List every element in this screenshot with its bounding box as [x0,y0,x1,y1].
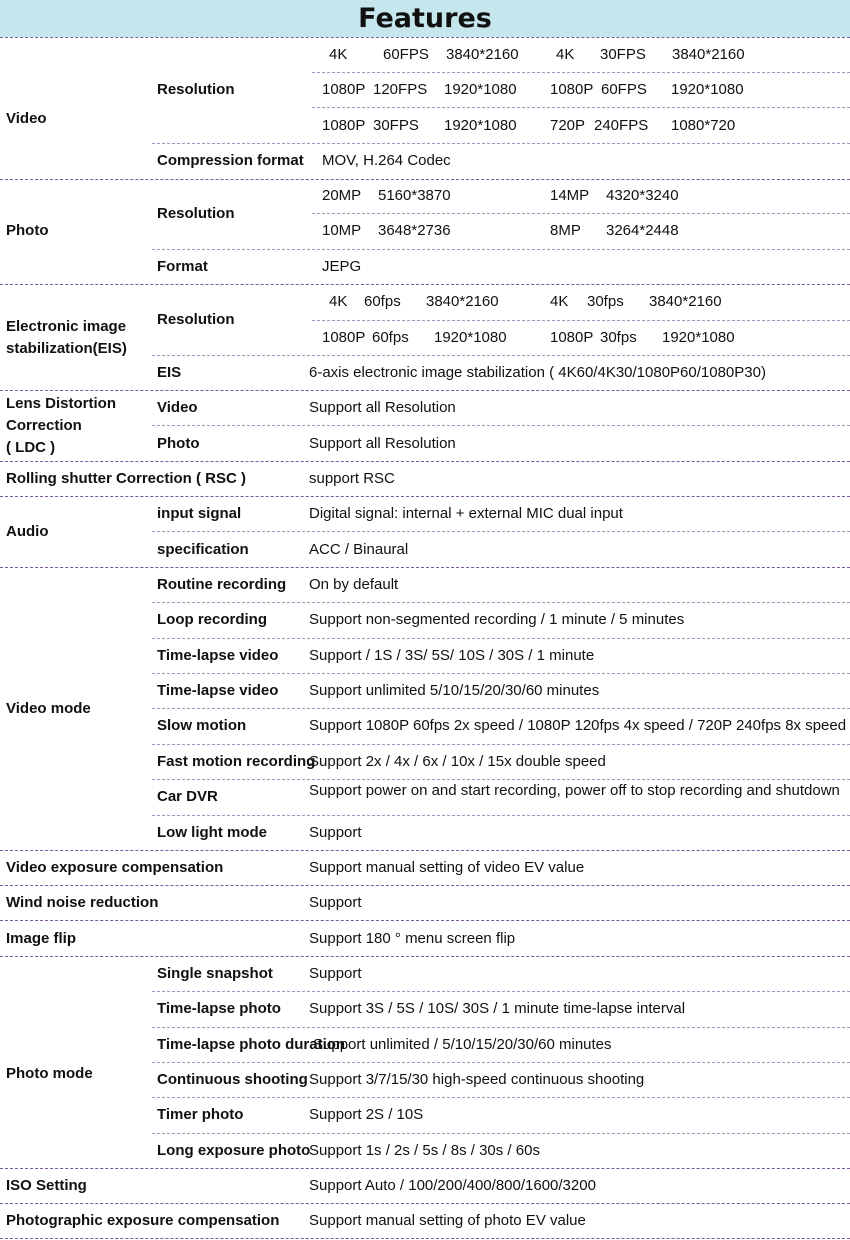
eis-res-cell: 1920*1080 [662,329,735,346]
page-title: Features [0,0,850,37]
photo-res-cell: 14MP [550,187,590,204]
video-res-cell: 30FPS [600,46,646,63]
photo-mode-item-value: Support unlimited / 5/10/15/20/30/60 minutes [313,1036,612,1053]
video-res-cell: 4K [556,46,575,63]
eis-res-cell: 4K [329,293,348,310]
sub-divider [152,602,850,603]
video-res-cell: 3840*2160 [672,46,745,63]
eis-res-cell: 3840*2160 [649,293,722,310]
sub-divider [152,1133,850,1134]
photo-mode-item-label: Time-lapse photo duration [157,1036,346,1053]
video-res-cell: 120FPS [373,81,428,98]
photo-mode-item-value: Support [309,965,362,982]
photo-res-cell: 10MP [322,222,362,239]
photo-res-cell: 8MP [550,222,581,239]
compression-format-label: Compression format [157,152,304,169]
photo-res-cell: 20MP [322,187,362,204]
photo-res-cell: 5160*3870 [378,187,451,204]
photo-res-cell: 3648*2736 [378,222,451,239]
eis-res-cell: 1080P [322,329,366,346]
photo-format-value: JEPG [322,258,362,275]
sub-divider [312,107,850,108]
video-mode-item-value: Support / 1S / 3S/ 5S/ 10S / 30S / 1 minute [309,647,595,664]
divider [0,37,850,38]
divider [0,920,850,921]
iso-value: Support Auto / 100/200/400/800/1600/3200 [309,1177,596,1194]
eis-resolution-label: Resolution [157,311,235,328]
category-ldc: Correction [6,417,82,434]
divider [0,885,850,886]
video-mode-item-value: Support unlimited 5/10/15/20/30/60 minutes [309,682,600,699]
category-ldc: Lens Distortion [6,395,117,412]
video-res-cell: 1920*1080 [444,81,517,98]
video-res-cell: 1080P [322,81,366,98]
video-res-cell: 3840*2160 [446,46,519,63]
audio-input-value: Digital signal: internal + external MIC dual input [309,505,623,522]
video-res-cell: 1080*720 [671,117,736,134]
video-res-cell: 720P [550,117,586,134]
sub-divider [152,991,850,992]
photo-mode-item-label: Timer photo [157,1106,244,1123]
category-eis: Electronic image [6,318,127,335]
category-video-exposure: Video exposure compensation [6,859,224,876]
audio-input-label: input signal [157,505,242,522]
video-mode-item-label: Car DVR [157,788,218,805]
wind-noise-value: Support [309,894,362,911]
video-mode-item-label: Routine recording [157,576,287,593]
eis-value: 6-axis electronic image stabilization ( 4K60/4K30/1080P60/1080P30) [309,364,766,381]
video-mode-item-value: Support power on and start recording, power off to stop recording and shutdown [309,782,840,799]
sub-divider [312,72,850,73]
divider [0,284,850,285]
photo-res-cell: 4320*3240 [606,187,679,204]
sub-divider [152,779,850,780]
sub-divider [312,213,850,214]
eis-label: EIS [157,364,182,381]
video-res-cell: 1080P [322,117,366,134]
video-mode-item-value: Support [309,824,362,841]
photo-mode-item-label: Single snapshot [157,965,273,982]
video-res-cell: 30FPS [373,117,419,134]
video-mode-item-label: Fast motion recording [157,753,316,770]
divider [0,496,850,497]
video-mode-item-label: Time-lapse video [157,682,279,699]
photo-mode-item-value: Support 1s / 2s / 5s / 8s / 30s / 60s [309,1142,540,1159]
video-res-cell: 60FPS [601,81,647,98]
eis-res-cell: 60fps [364,293,401,310]
sub-divider [152,249,850,250]
eis-res-cell: 4K [550,293,569,310]
eis-res-cell: 30fps [587,293,624,310]
ldc-video-value: Support all Resolution [309,399,456,416]
divider [0,1168,850,1169]
category-iso: ISO Setting [6,1177,87,1194]
video-mode-item-value: Support 1080P 60fps 2x speed / 1080P 120fps 4x speed / 720P 240fps 8x speed [309,717,847,734]
compression-format-value: MOV, H.264 Codec [322,152,451,169]
video-mode-item-label: Time-lapse video [157,647,279,664]
photo-mode-item-label: Time-lapse photo [157,1000,281,1017]
sub-divider [152,1062,850,1063]
video-exposure-value: Support manual setting of video EV value [309,859,585,876]
category-photo-exposure: Photographic exposure compensation [6,1212,280,1229]
sub-divider [152,1097,850,1098]
photo-mode-item-label: Long exposure photo [157,1142,311,1159]
video-mode-item-label: Slow motion [157,717,247,734]
audio-spec-value: ACC / Binaural [309,541,409,558]
divider [0,1238,850,1239]
sub-divider [152,425,850,426]
divider [0,390,850,391]
photo-mode-item-value: Support 2S / 10S [309,1106,424,1123]
video-mode-item-label: Low light mode [157,824,267,841]
category-video: Video [6,110,47,127]
sub-divider [152,708,850,709]
ldc-video-label: Video [157,399,198,416]
eis-res-cell: 1920*1080 [434,329,507,346]
category-rsc: Rolling shutter Correction ( RSC ) [6,470,246,487]
category-photo: Photo [6,222,49,239]
sub-divider [152,638,850,639]
photo-exposure-value: Support manual setting of photo EV value [309,1212,586,1229]
photo-res-cell: 3264*2448 [606,222,679,239]
photo-mode-item-value: Support 3/7/15/30 high-speed continuous shooting [309,1071,645,1088]
video-res-cell: 60FPS [383,46,429,63]
eis-res-cell: 60fps [372,329,409,346]
rsc-value: support RSC [309,470,395,487]
photo-resolution-label: Resolution [157,205,235,222]
category-wind-noise: Wind noise reduction [6,894,159,911]
sub-divider [152,1027,850,1028]
sub-divider [152,143,850,144]
divider [0,461,850,462]
category-image-flip: Image flip [6,930,77,947]
video-res-cell: 1080P [550,81,594,98]
video-res-cell: 1920*1080 [671,81,744,98]
audio-spec-label: specification [157,541,249,558]
divider [0,956,850,957]
divider [0,567,850,568]
sub-divider [152,531,850,532]
sub-divider [152,673,850,674]
video-mode-item-value: On by default [309,576,399,593]
category-ldc: ( LDC ) [6,439,56,456]
video-res-cell: 4K [329,46,348,63]
video-mode-item-label: Loop recording [157,611,267,628]
photo-mode-item-value: Support 3S / 5S / 10S/ 30S / 1 minute time-lapse interval [309,1000,686,1017]
sub-divider [152,355,850,356]
divider [0,179,850,180]
video-res-cell: 1920*1080 [444,117,517,134]
divider [0,850,850,851]
eis-res-cell: 1080P [550,329,594,346]
video-resolution-label: Resolution [157,81,235,98]
ldc-photo-value: Support all Resolution [309,435,456,452]
category-video-mode: Video mode [6,700,91,717]
photo-mode-item-label: Continuous shooting [157,1071,308,1088]
video-mode-item-value: Support non-segmented recording / 1 minute / 5 minutes [309,611,685,628]
photo-format-label: Format [157,258,208,275]
sub-divider [152,815,850,816]
category-photo-mode: Photo mode [6,1065,93,1082]
ldc-photo-label: Photo [157,435,200,452]
eis-res-cell: 30fps [600,329,637,346]
video-mode-item-value: Support 2x / 4x / 6x / 10x / 15x double speed [309,753,606,770]
sub-divider [312,320,850,321]
divider [0,1203,850,1204]
eis-res-cell: 3840*2160 [426,293,499,310]
video-res-cell: 240FPS [594,117,649,134]
image-flip-value: Support 180 ° menu screen flip [309,930,516,947]
sub-divider [152,744,850,745]
category-audio: Audio [6,523,49,540]
category-eis: stabilization(EIS) [6,340,127,357]
